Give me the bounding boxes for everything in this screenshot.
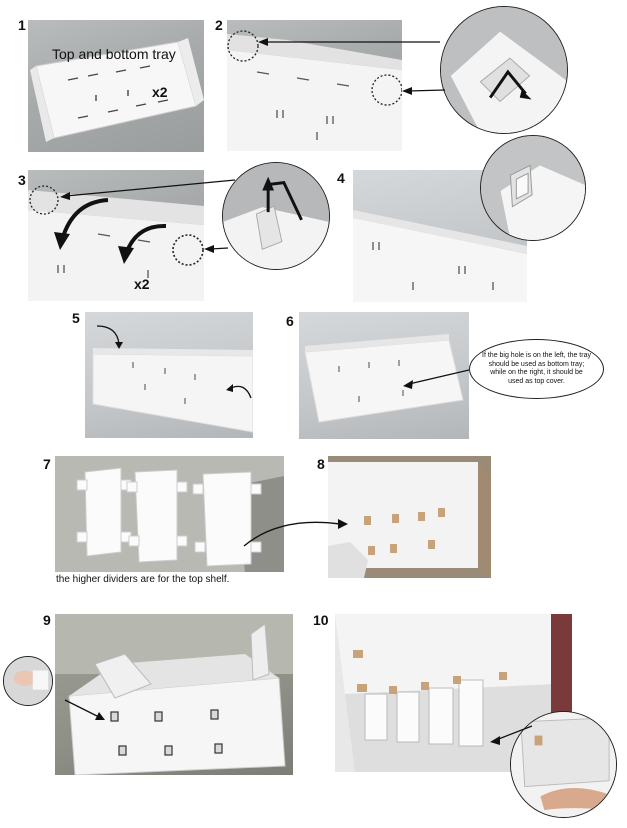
- step-4-number: 4: [337, 170, 345, 186]
- step-8-box-drawing: [328, 456, 491, 578]
- step-5-number: 5: [72, 310, 80, 326]
- step-2-tray-drawing: [227, 20, 402, 151]
- step-7-to-8-arrow: [240, 510, 350, 550]
- corner-locked-detail: [481, 136, 585, 240]
- step-10-number: 10: [313, 612, 329, 628]
- step-3-number: 3: [18, 172, 26, 188]
- step-9-box-drawing: [55, 614, 293, 775]
- step-10-arrow: [486, 718, 536, 748]
- step-1-tray-drawing: [28, 20, 204, 152]
- step-9-number: 9: [43, 612, 51, 628]
- step-1-number: 1: [18, 17, 26, 33]
- step-2-photo: [227, 20, 402, 151]
- step-6-number: 6: [286, 313, 294, 329]
- step-2-number: 2: [215, 17, 223, 33]
- step-5-photo: [85, 312, 253, 438]
- step-6-note-bubble: [469, 339, 604, 399]
- step-9-hand-zoom: [3, 656, 53, 706]
- step-7-number: 7: [43, 456, 51, 472]
- step-3-tray-drawing: [28, 170, 204, 301]
- step-5-tray-drawing: [85, 312, 253, 438]
- step-6-photo: [299, 312, 469, 439]
- corner-fold-detail: [441, 7, 567, 133]
- step-8-photo: [328, 456, 491, 578]
- step-1-quantity: x2: [152, 84, 168, 100]
- step-7-caption: the higher dividers are for the top shelf.: [56, 574, 230, 585]
- step-4-corner-zoom: [480, 135, 586, 241]
- step-8-number: 8: [317, 456, 325, 472]
- step-1-photo: [28, 20, 204, 152]
- step-3-photo: [28, 170, 204, 301]
- step-2-corner-zoom: [440, 6, 568, 134]
- step-1-title: Top and bottom tray: [52, 46, 176, 62]
- corner-lift-detail: [223, 163, 329, 269]
- step-9-photo: [55, 614, 293, 775]
- hand-detail: [4, 657, 52, 705]
- step-3-corner-zoom: [222, 162, 330, 270]
- step-6-note-text: If the big hole is on the left, the tray should be used as bottom tray; while on the right, it should be used as top cover.: [482, 352, 591, 385]
- step-6-tray-drawing: [299, 312, 469, 439]
- step-3-quantity: x2: [134, 276, 150, 292]
